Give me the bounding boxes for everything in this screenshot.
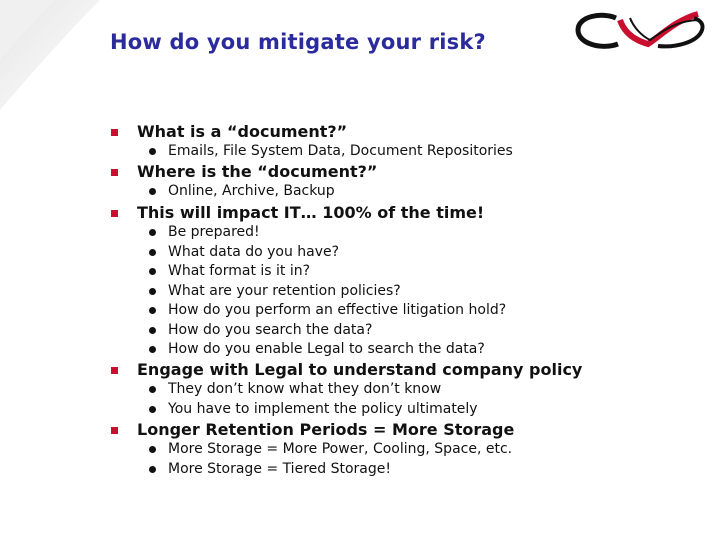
- list-item-text: What format is it in?: [168, 263, 311, 279]
- bullet-dot-icon: [149, 346, 156, 353]
- list-item-text: More Storage = Tiered Storage!: [168, 460, 391, 477]
- list-item: [0, 440, 720, 460]
- list-item-text: Emails, File System Data, Document Repositories: [168, 143, 513, 159]
- list-item: [0, 223, 720, 243]
- list-item-text: You have to implement the policy ultimately: [168, 400, 478, 417]
- list-item: [0, 182, 720, 202]
- bullet-dot-icon: [149, 288, 156, 295]
- bullet-dot-icon: [149, 406, 156, 413]
- red-square-bullet-icon: [111, 367, 118, 374]
- section-heading: What is a “document?”: [137, 122, 348, 141]
- list-item-text: Online, Archive, Backup: [168, 183, 335, 199]
- bullet-dot-icon: [149, 249, 156, 256]
- list-item: [0, 301, 720, 321]
- section-heading: Engage with Legal to understand company policy: [137, 360, 583, 379]
- list-item-text: How do you perform an effective litigation hold?: [168, 302, 507, 318]
- section-heading: Where is the “document?”: [137, 162, 378, 181]
- list-item: [0, 460, 720, 480]
- bullet-dot-icon: [149, 446, 156, 453]
- list-item: [0, 142, 720, 162]
- bullet-dot-icon: [149, 466, 156, 473]
- list-item-text: More Storage = More Power, Cooling, Space, etc.: [168, 441, 513, 457]
- section-heading: This will impact IT… 100% of the time!: [137, 203, 485, 222]
- list-item: [0, 340, 720, 360]
- list-item-text: They don’t know what they don’t know: [168, 381, 442, 397]
- list-item: [0, 400, 720, 420]
- slide-title: How do you mitigate your risk?: [110, 30, 486, 54]
- list-item: [0, 282, 720, 302]
- section-heading: Longer Retention Periods = More Storage: [137, 420, 515, 439]
- bullet-dot-icon: [149, 268, 156, 275]
- list-item: [0, 321, 720, 341]
- corner-swoosh-graphic: [0, 0, 140, 130]
- list-item-text: What are your retention policies?: [168, 282, 401, 299]
- list-item: [0, 380, 720, 400]
- list-item-text: Be prepared!: [168, 224, 260, 240]
- list-item-text: How do you enable Legal to search the data?: [168, 341, 485, 357]
- list-item: [0, 262, 720, 282]
- red-square-bullet-icon: [111, 169, 118, 176]
- bullet-dot-icon: [149, 148, 156, 155]
- list-item-text: How do you search the data?: [168, 321, 373, 338]
- company-logo-icon: [572, 10, 710, 52]
- list-item: [0, 243, 720, 263]
- bullet-dot-icon: [149, 188, 156, 195]
- red-square-bullet-icon: [111, 210, 118, 217]
- bullet-dot-icon: [149, 386, 156, 393]
- bullet-dot-icon: [149, 229, 156, 236]
- red-square-bullet-icon: [111, 129, 118, 136]
- bullet-dot-icon: [149, 307, 156, 314]
- bullet-dot-icon: [149, 327, 156, 334]
- red-square-bullet-icon: [111, 427, 118, 434]
- list-item-text: What data do you have?: [168, 243, 340, 260]
